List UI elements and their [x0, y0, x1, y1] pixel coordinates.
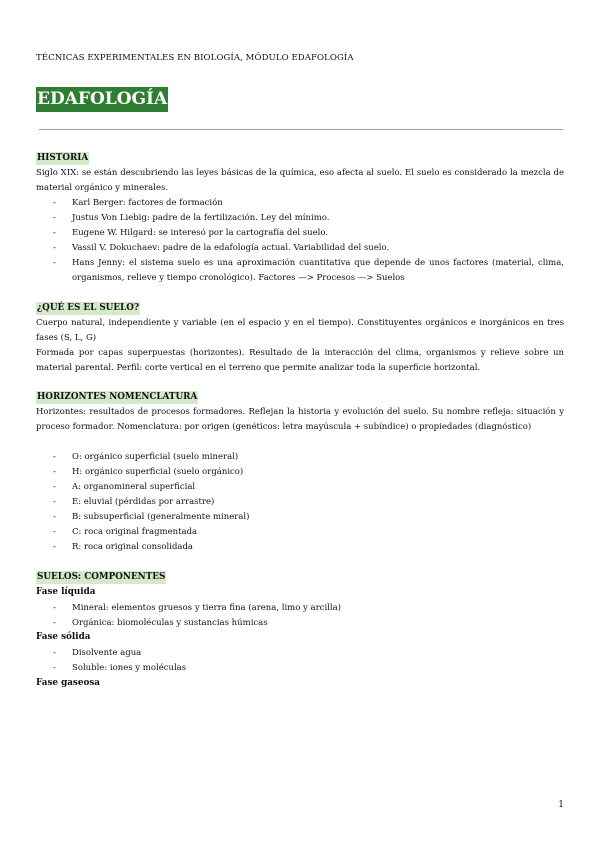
- bullet: -: [53, 512, 56, 522]
- bullet: -: [53, 527, 56, 537]
- list-item-text: R: roca original consolidada: [72, 542, 193, 552]
- list-item: [36, 616, 564, 631]
- page-title: EDAFOLOGÍA: [36, 87, 168, 112]
- list-item: [36, 256, 564, 286]
- list-item-text: Soluble: iones y moléculas: [72, 663, 187, 673]
- horizontes-intro: Horizontes: resultados de procesos formadores. Reflejan la historia y evolución del suelo. Su nombre refleja: situación y proceso formador. Nomenclatura: por origen (genéticos: letra mayúscula + subíndice) o propiedades (diagnóstico): [36, 407, 564, 432]
- bullet: -: [53, 542, 56, 552]
- list-item-text: B: subsuperficial (generalmente mineral): [72, 512, 250, 522]
- list-item-text: O: orgánico superficial (suelo mineral): [72, 452, 239, 462]
- bullet: -: [53, 452, 56, 462]
- que-es-paragraph-2: Formada por capas superpuestas (horizontes). Resultado de la interacción del clima, organismos y relieve sobre un material parental. Perfil: corte vertical en el terreno que permite analizar toda la superficie horizontal.: [36, 348, 564, 373]
- list-item: [36, 480, 564, 495]
- list-item: [36, 646, 564, 661]
- horizontes-list: [36, 450, 564, 555]
- bullet: -: [53, 482, 56, 492]
- subheading-fase-gaseosa: Fase gaseosa: [36, 678, 100, 688]
- list-item: [36, 540, 564, 555]
- bullet: -: [53, 467, 56, 477]
- list-item: [36, 450, 564, 465]
- bullet: -: [53, 243, 56, 253]
- list-item: [36, 525, 564, 540]
- historia-intro: Siglo XIX: se están descubriendo las leyes básicas de la química, eso afecta al suelo. El suelo es considerado la mezcla de material orgánico y minerales.: [36, 168, 564, 193]
- list-item-text: Eugene W. Hilgard: se interesó por la cartografía del suelo.: [72, 228, 329, 238]
- subheading-fase-liquida: Fase líquida: [36, 587, 96, 597]
- section-heading-horizontes: HORIZONTES NOMENCLATURA: [37, 392, 198, 402]
- bullet: -: [53, 618, 56, 628]
- bullet: -: [53, 663, 56, 673]
- list-item: [36, 510, 564, 525]
- fase-solida-list: [36, 646, 564, 676]
- list-item-text: Justus Von Liebig: padre de la fertilización. Ley del mínimo.: [72, 213, 330, 223]
- list-item: [36, 661, 564, 676]
- list-item-text: Karl Berger: factores de formación: [72, 198, 223, 208]
- list-item: [36, 211, 564, 226]
- list-item-text: A: organomineral superficial: [72, 482, 196, 492]
- bullet: -: [53, 258, 56, 268]
- historia-list: [36, 196, 564, 286]
- list-item-text: Vassil V. Dokuchaev: padre de la edafología actual. Variabilidad del suelo.: [72, 243, 390, 253]
- bullet: -: [53, 198, 56, 208]
- fase-liquida-list: [36, 601, 564, 631]
- list-item-text: C: roca original fragmentada: [72, 527, 198, 537]
- list-item-text: Orgánica: biomoléculas y sustancias húmicas: [72, 618, 268, 628]
- list-item: [36, 465, 564, 480]
- list-item: [36, 601, 564, 616]
- list-item: [36, 495, 564, 510]
- list-item: [36, 196, 564, 211]
- bullet: -: [53, 497, 56, 507]
- bullet: -: [53, 603, 56, 613]
- list-item-text: E: eluvial (pérdidas por arrastre): [72, 497, 215, 507]
- list-item: [36, 241, 564, 256]
- page-number: 1: [558, 800, 564, 810]
- section-heading-componentes: SUELOS: COMPONENTES: [37, 572, 166, 582]
- bullet: -: [53, 228, 56, 238]
- bullet: -: [53, 648, 56, 658]
- list-item: [36, 226, 564, 241]
- section-heading-historia: HISTORIA: [37, 153, 89, 163]
- list-item-text: Hans Jenny: el sistema suelo es una aproximación cuantitativa que depende de unos factores (material, clima, organismos, relieve y tiempo cronológico). Factores —> Procesos —> Suelos: [72, 258, 564, 283]
- bullet: -: [53, 213, 56, 223]
- document-header: TÉCNICAS EXPERIMENTALES EN BIOLOGÍA, MÓDULO EDAFOLOGÍA: [36, 53, 354, 63]
- subheading-fase-solida: Fase sólida: [36, 632, 91, 642]
- que-es-paragraph-1: Cuerpo natural, independiente y variable (en el espacio y en el tiempo). Constituyentes orgánicos e inorgánicos en tres fases (S, L, G): [36, 318, 564, 343]
- section-heading-que-es-el-suelo: ¿QUÉ ES EL SUELO?: [37, 303, 140, 313]
- list-item-text: Disolvente agua: [72, 648, 142, 658]
- list-item-text: H: orgánico superficial (suelo orgánico): [72, 467, 244, 477]
- title-divider: [39, 129, 563, 130]
- list-item-text: Mineral: elementos gruesos y tierra fina (arena, limo y arcilla): [72, 603, 341, 613]
